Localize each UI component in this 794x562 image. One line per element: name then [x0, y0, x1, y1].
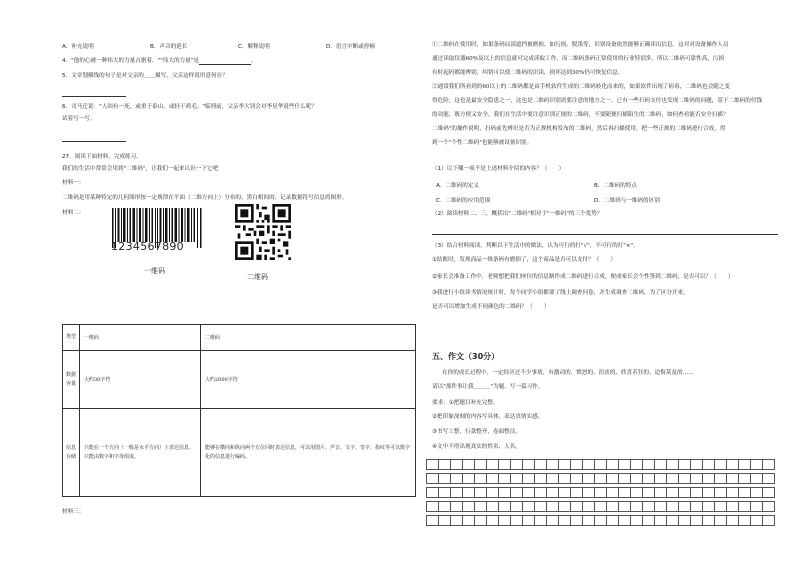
barcode-caption: 一维码: [144, 267, 165, 275]
question-27-title: 27．阅读下面材料，完成练习。: [62, 154, 142, 160]
material-1-text: 二维码是用某种特定的几何图形按一定规律在平面（二维方向上）分布的、黑白相间的、记录数据符号信息的图形。: [62, 195, 348, 201]
option-a[interactable]: A．二维码的定义: [436, 183, 479, 189]
table-row-label: 信息存储: [63, 409, 80, 497]
question-3-item: ①结账时，发现商品一维条码有磨损了，这个商品是否可以支付？（ ）: [432, 257, 617, 263]
question-3: （3）结合材料阅读，判断以下生活中的做法，认为可行的打"√"，不可行的打"×"。: [432, 243, 639, 249]
material-3-label: 材料三：: [62, 509, 85, 515]
table-header-type: 类型: [63, 325, 80, 351]
material-3-line: 得危险，这也是最安全隐患之一，这也是二维码识别需要注意的地方之一。已有一些扫码支付也发现二维码的问题，基于二维码的付钱: [432, 98, 763, 104]
writing-grid[interactable]: [426, 459, 775, 526]
material-3-line: ②通常我们所看到的60以上的二维码都是由手机软件生成的二维码转化而来的，如果软件出现了病毒，二维码也会随之变: [432, 84, 730, 90]
question-1: （1）以下哪一项不是上述材料介绍的内容？（ ）: [432, 166, 565, 172]
table-row: [63, 351, 416, 409]
option-c[interactable]: C．二维码的应用范围: [436, 198, 491, 204]
material-3-line: 二维码"的操作说明，扫码前先辨识是否为正规机构发布的二维码，然后再扫描使用。把一些正规的二维码进行合成，得: [432, 126, 726, 132]
essay-requirement: ④文中不得出现真实的姓名、人名。: [432, 444, 521, 450]
question-5: 5．文章划横线的句子是对父亲的＿＿描写，父亲这样说用意何在？: [62, 73, 228, 79]
essay-requirement: ③书写工整，行款整齐，卷面整洁。: [432, 429, 521, 435]
material-3-line: 有时起码都能辨别，纠错可以使二维码的识读，损坏达到30%仍可恢复信息。: [432, 70, 624, 76]
question-6-line2: 试着写一写。: [62, 116, 96, 122]
section-5-title: 五、作文（30分）: [432, 352, 500, 361]
answer-line[interactable]: [62, 96, 126, 97]
material-1-label: 材料一：: [62, 180, 85, 186]
qrcode-caption: 二维码: [247, 273, 268, 281]
option-a: A．补充说明: [62, 44, 94, 50]
question-3-item: ②家长会准备工作中，老师想把我们座位的信息制作成二维码进行合成，便成家长会个性签到二维码，是否可以？（ ）: [432, 274, 734, 280]
option-d[interactable]: D．二维码与一维码的区别: [594, 198, 660, 204]
essay-prompt-line: 请以"那件事让我＿＿＿"为题，写一篇习作。: [432, 384, 544, 390]
option-c: C．解释说明: [238, 44, 270, 50]
answer-line[interactable]: [62, 141, 126, 142]
q4-line: 4．"他的心被一种伟大的力量占据着。""伟大的力量"是 。: [62, 58, 257, 64]
question-3-item: ③我进行小组读书情况统计时，每个同学小组都要了线上调查问卷，并生成调查二维码，为了区分开来，: [432, 290, 689, 296]
qrcode-figure: [235, 204, 291, 281]
table-cell: 大约2000字符: [201, 351, 416, 409]
material-3-line: 的功能，既方便又安全。我们在生活中要注意识别正规的二维码，不要随便扫描陌生的二维码，如何查看能否安全扫描？: [432, 112, 729, 118]
answer-line[interactable]: [432, 234, 778, 235]
q1-options-row1: [436, 181, 682, 189]
material-3-line: 通过读取仪器60%及以上的信息就可完成读取工作，而二维码条码正常使用的行业特别多，所以二维码可靠性高，污损: [432, 56, 725, 62]
material-2-label: 材料二：: [62, 210, 85, 216]
question-3-item: 是否可以增加生成不同颜色的二维码？（ ）: [432, 304, 550, 310]
q3-options: [62, 42, 414, 50]
question-27-intro: 我们的生活中常常会用到"二维码"，让我们一起来认识一下它吧: [62, 166, 219, 172]
table-cell: 大约30字符: [80, 351, 201, 409]
q1-options-row2: [436, 196, 682, 204]
qrcode-icon: [235, 204, 291, 260]
material-3-line: ①二维码在使用时，如果条码局部遮挡被磨损、如污损、脱墨等，识别设备依然能够正确读出信息。这对对设备操作人员: [432, 42, 729, 48]
table-row: [63, 325, 416, 351]
table-cell: 只能在一个方向（一般是水平方向）上表达信息，只能由数字和字母组成。: [80, 409, 201, 497]
option-d: D．语言中断或停顿: [326, 44, 376, 50]
question-6-line1: 6．司马迁说："人固有一死，或重于泰山，或轻于鸿毛。"临刑前，父亲李大钊会对李星华说些什么呢？: [62, 104, 317, 110]
essay-prompt-line: 在你的成长过程中，一定经历过不少事情，有激动的、愤怒的、沮丧的、欣喜若狂的、追悔莫及的……: [442, 370, 694, 376]
table-header-1d: 一维码: [80, 325, 201, 351]
table-header-2d: 二维码: [201, 325, 416, 351]
option-b[interactable]: B．二维码的特点: [594, 183, 637, 189]
option-b: B．声音的延长: [150, 44, 188, 50]
barcode-figure: [111, 208, 204, 275]
answer-blank[interactable]: [199, 64, 251, 65]
question-2: （2）阅读材料二、三，概括出"二维码"相对于"一维码"的三个优势？: [432, 211, 603, 217]
table-row-label: 数据容量: [63, 351, 80, 409]
table-cell: 能够在横向和纵向两个方位同时表达信息，可以用图片、声音、文字、签字、指纹等可以数字化的信息进行编码。: [201, 409, 416, 497]
table-row: [63, 409, 416, 497]
comparison-table: [62, 324, 416, 497]
essay-requirement: ②把印象深刻的内容写具体，表达真情实感。: [432, 414, 544, 420]
question-4: 4．"他的心被一种伟大的力量占据着。""伟大的力量"是: [62, 58, 199, 64]
material-3-line: 到一个"个性二维码"也能够被设备识别。: [432, 140, 533, 146]
essay-requirement: 要求：①把题目补充完整。: [432, 400, 499, 406]
barcode-digits: 1234567890: [111, 240, 184, 253]
